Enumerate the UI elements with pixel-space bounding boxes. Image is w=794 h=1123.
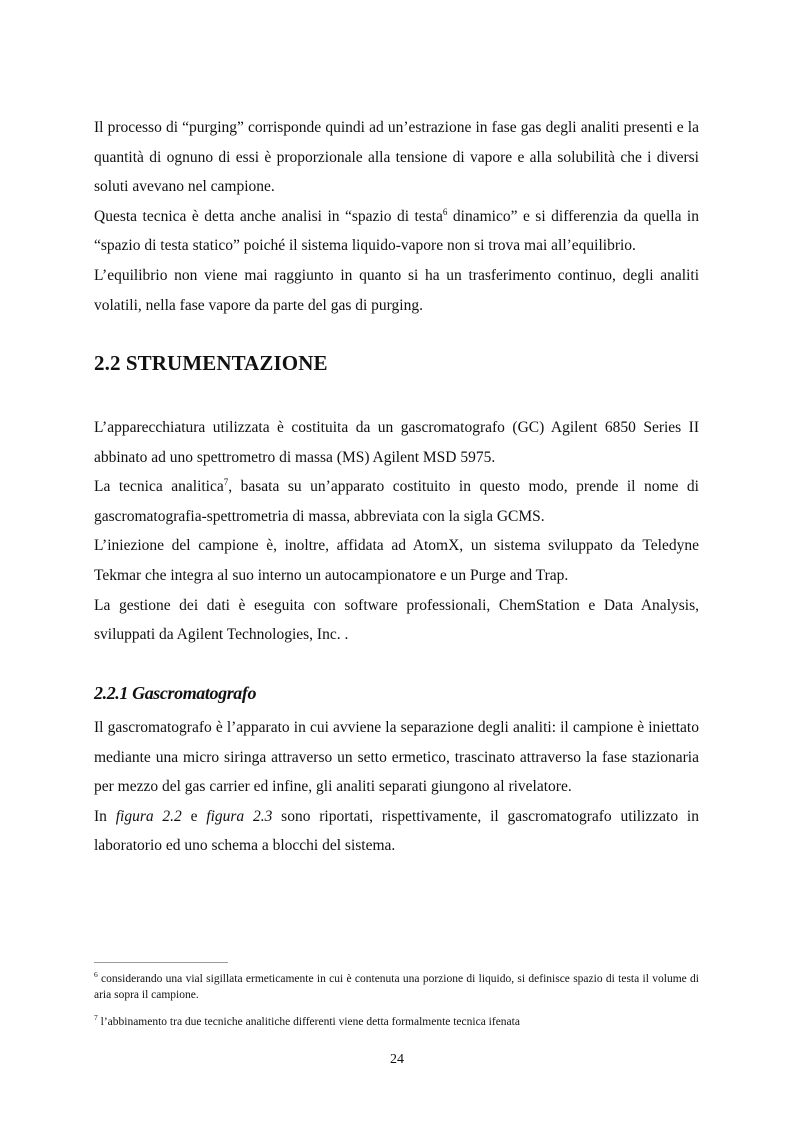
- footnote-7: [94, 1014, 699, 1030]
- footnote-ref-7[interactable]: 7: [223, 477, 229, 488]
- footnote-number-6: 6: [94, 970, 98, 980]
- figure-ref-2-2[interactable]: figura 2.2: [115, 807, 182, 825]
- paragraph-injection: L’iniezione del campione è, inoltre, affidata ad AtomX, un sistema sviluppato da Teledyne Tekmar che integra al suo interno un autocampionatore e un Purge and Trap.: [94, 537, 699, 584]
- figure-ref-2-3[interactable]: figura 2.3: [206, 807, 273, 825]
- text-span: sono riportati, rispettivamente, il gascromatografo utilizzato in laboratorio ed uno schema a blocchi del sistema.: [94, 807, 699, 855]
- footnote-number-7: 7: [94, 1013, 98, 1023]
- purging-section: [94, 113, 699, 320]
- paragraph-equilibrium: L’equilibrio non viene mai raggiunto in quanto si ha un trasferimento continuo, degli analiti volatili, nella fase vapore da parte del gas di purging.: [94, 266, 699, 314]
- footnote-text: considerando una vial sigillata ermeticamente in cui è contenuta una porzione di liquido, si definisce spazio di testa il volume di aria sopra il campione.: [94, 973, 699, 1001]
- paragraph-figures: [94, 802, 699, 861]
- heading-strumentazione: 2.2 STRUMENTAZIONE: [94, 351, 328, 375]
- gas-chromatograph-section: [94, 713, 699, 861]
- footnote-ref-6[interactable]: 6: [442, 206, 448, 217]
- paragraph-gc-description: Il gascromatografo è l’apparato in cui avviene la separazione degli analiti: il campione è iniettato mediante una micro siringa attraverso un setto ermetico, trascinato attraverso la fase stazionaria per mezzo del gas carrier ed infine, gli analiti separati giungono al rivelatore.: [94, 719, 699, 796]
- paragraph-apparatus: L’apparecchiatura utilizzata è costituita da un gascromatografo (GC) Agilent 6850 Series II abbinato ad uno spettrometro di massa (MS) Agilent MSD 5975.: [94, 419, 699, 466]
- footnote-text: l’abbinamento tra due tecniche analitiche differenti viene detta formalmente tecnica ifenata: [97, 1016, 520, 1028]
- text-span: La tecnica analitica: [94, 478, 224, 496]
- heading-gascromatografo: 2.2.1 Gascromatografo: [94, 683, 257, 703]
- text-span: Questa tecnica è detta anche analisi in “spazio di testa: [94, 207, 443, 225]
- paragraph-purging: Il processo di “purging” corrisponde quindi ad un’estrazione in fase gas degli analiti presenti e la quantità di ognuno di essi è proporzionale alla tensione di vapore e alla solubilità che i diversi soluti avevano nel campione.: [94, 119, 699, 196]
- paragraph-dynamic-headspace: [94, 202, 699, 261]
- page-number: 24: [390, 1052, 404, 1067]
- text-span: , basata su un’apparato costituito in questo modo, prende il nome di gascromatografia-spettrometria di massa, abbreviata con la sigla GCMS.: [94, 478, 699, 525]
- footnote-6: [94, 971, 699, 1003]
- text-span: e: [181, 807, 207, 825]
- paragraph-technique: [94, 472, 699, 531]
- footnote-divider: [94, 962, 228, 963]
- instrumentation-section: [94, 413, 699, 650]
- text-span: In: [94, 807, 116, 825]
- paragraph-data-management: La gestione dei dati è eseguita con software professionali, ChemStation e Data Analysis, sviluppati da Agilent Technologies, Inc. .: [94, 596, 699, 644]
- text-span: dinamico” e si differenzia da quella in “spazio di testa statico” poiché il sistema liquido-vapore non si trova mai all’equilibrio.: [94, 207, 699, 255]
